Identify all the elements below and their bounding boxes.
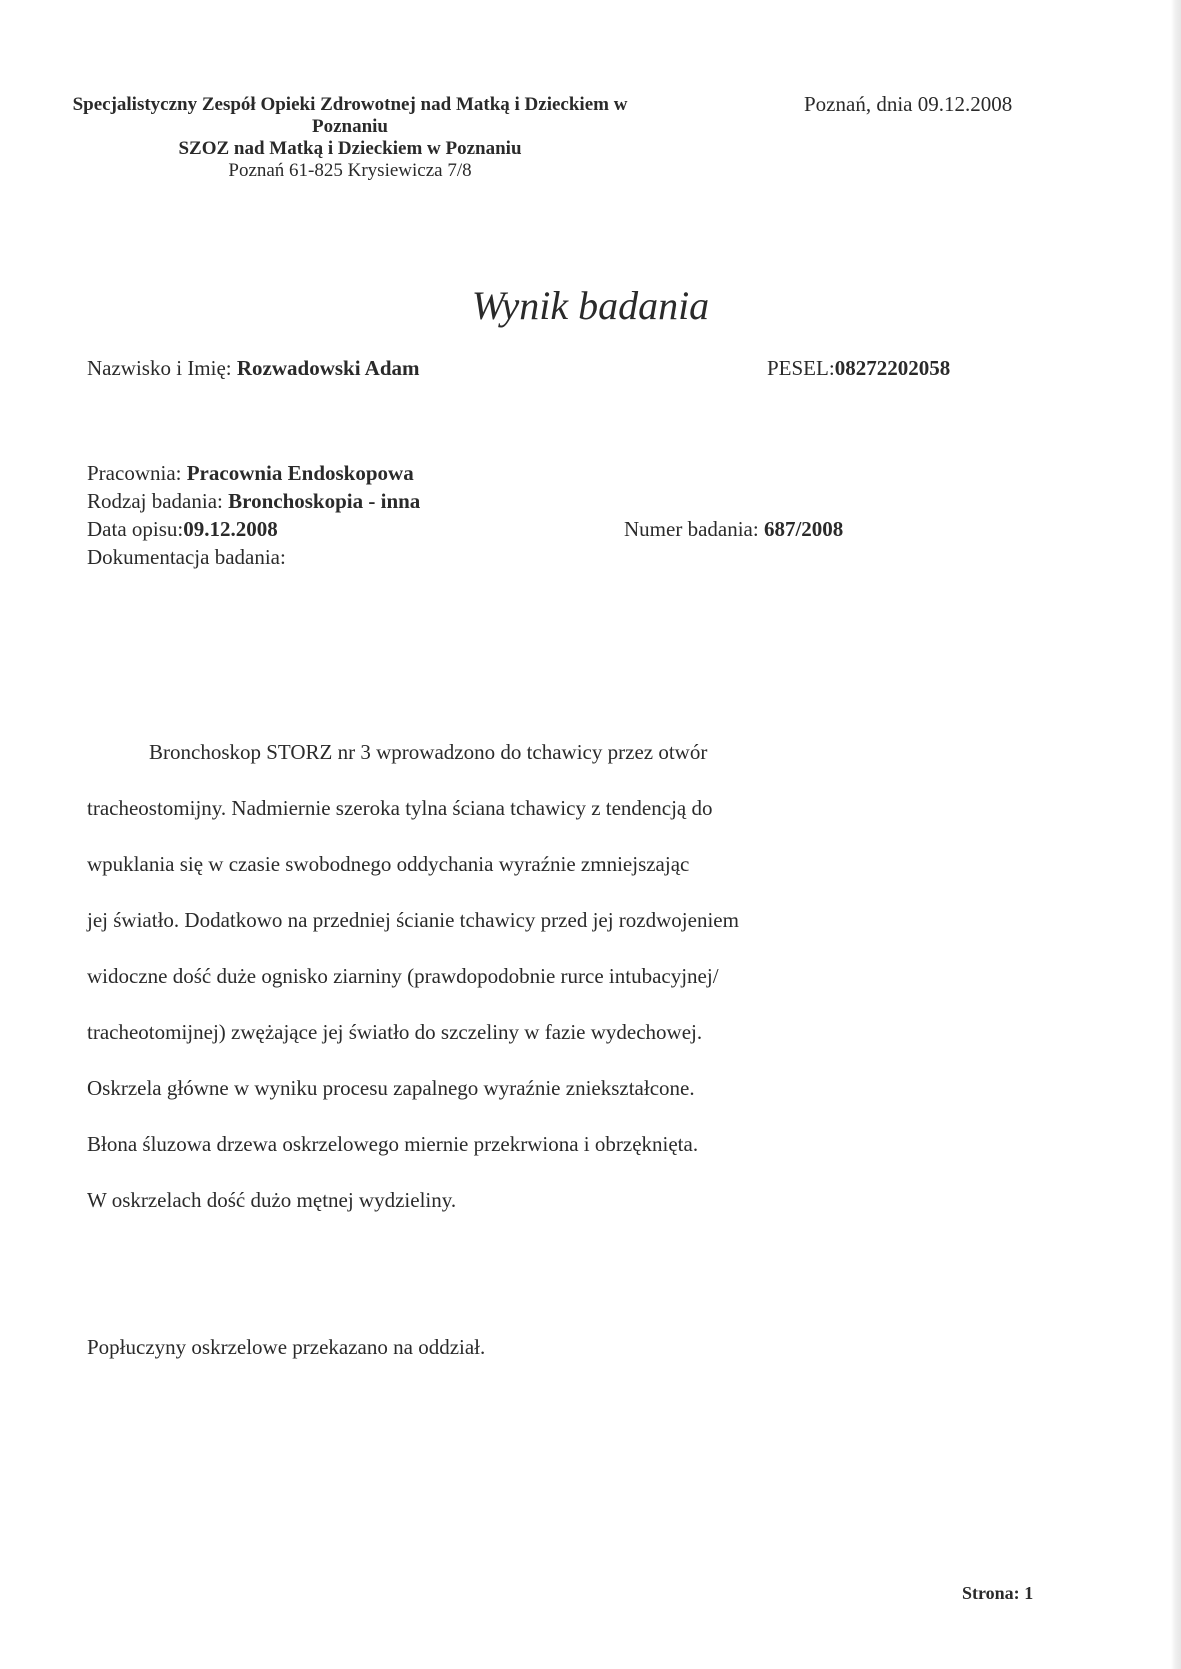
document-title: Wynik badania [471,283,710,328]
pesel-value: 08272202058 [834,356,951,380]
pesel-field [767,356,950,381]
description-date-field [87,517,278,542]
description-line: tracheostomijny. Nadmiernie szeroka tylna ściana tchawicy z tendencją do [87,796,713,820]
description-line: Bronchoskop STORZ nr 3 wprowadzono do tchawicy przez otwór [149,740,708,764]
page-label: Strona: [962,1583,1020,1603]
lab-field [87,461,414,486]
description-line: Oskrzela główne w wyniku procesu zapalnego wyraźnie zniekształcone. [87,1076,695,1100]
description-line: Błona śluzowa drzewa oskrzelowego miernie przekrwiona i obrzęknięta. [87,1132,699,1156]
description-line: wpuklania się w czasie swobodnego oddychania wyraźnie zmniejszając [87,852,690,876]
page-number-footer [962,1583,1033,1604]
description-date-label: Data opisu: [87,517,184,541]
place-date: Poznań, dnia 09.12.2008 [804,92,1013,116]
institution-line-2: Poznaniu [311,116,389,137]
description-line: jej światło. Dodatkowo na przedniej ścianie tchawicy przed jej rozdwojeniem [87,908,739,932]
lavage-note: Popłuczyny oskrzelowe przekazano na oddział. [87,1335,486,1359]
scan-edge [1171,0,1181,1669]
exam-type-field [87,489,420,514]
description-line: tracheotomijnej) zwężające jej światło do szczeliny w fazie wydechowej. [87,1020,703,1044]
description-date-value: 09.12.2008 [183,517,278,541]
patient-name-value: Rozwadowski Adam [236,356,420,380]
lab-value: Pracownia Endoskopowa [186,461,414,485]
institution-line-3: SZOZ nad Matką i Dzieckiem w Poznaniu [178,138,522,159]
lab-label: Pracownia: [87,461,182,485]
exam-type-label: Rodzaj badania: [87,489,223,513]
documentation-field [87,545,286,570]
institution-address: Poznań 61-825 Krysiewicza 7/8 [228,160,472,181]
exam-number-value: 687/2008 [763,517,844,541]
pesel-label: PESEL: [767,356,835,380]
description-line: W oskrzelach dość dużo mętnej wydzieliny. [87,1188,457,1212]
description-line: widoczne dość duże ognisko ziarniny (prawdopodobnie rurce intubacyjnej/ [87,964,719,988]
institution-line-1: Specjalistyczny Zespół Opieki Zdrowotnej nad Matką i Dzieckiem w [72,94,628,115]
exam-type-value: Bronchoskopia - inna [228,489,421,513]
patient-name-label: Nazwisko i Imię: [87,356,232,380]
patient-name-field [87,356,420,381]
exam-number-field [624,517,843,542]
documentation-label: Dokumentacja badania: [87,545,286,569]
exam-number-label: Numer badania: [624,517,759,541]
page-number: 1 [1024,1583,1034,1603]
institution-header [60,94,640,182]
